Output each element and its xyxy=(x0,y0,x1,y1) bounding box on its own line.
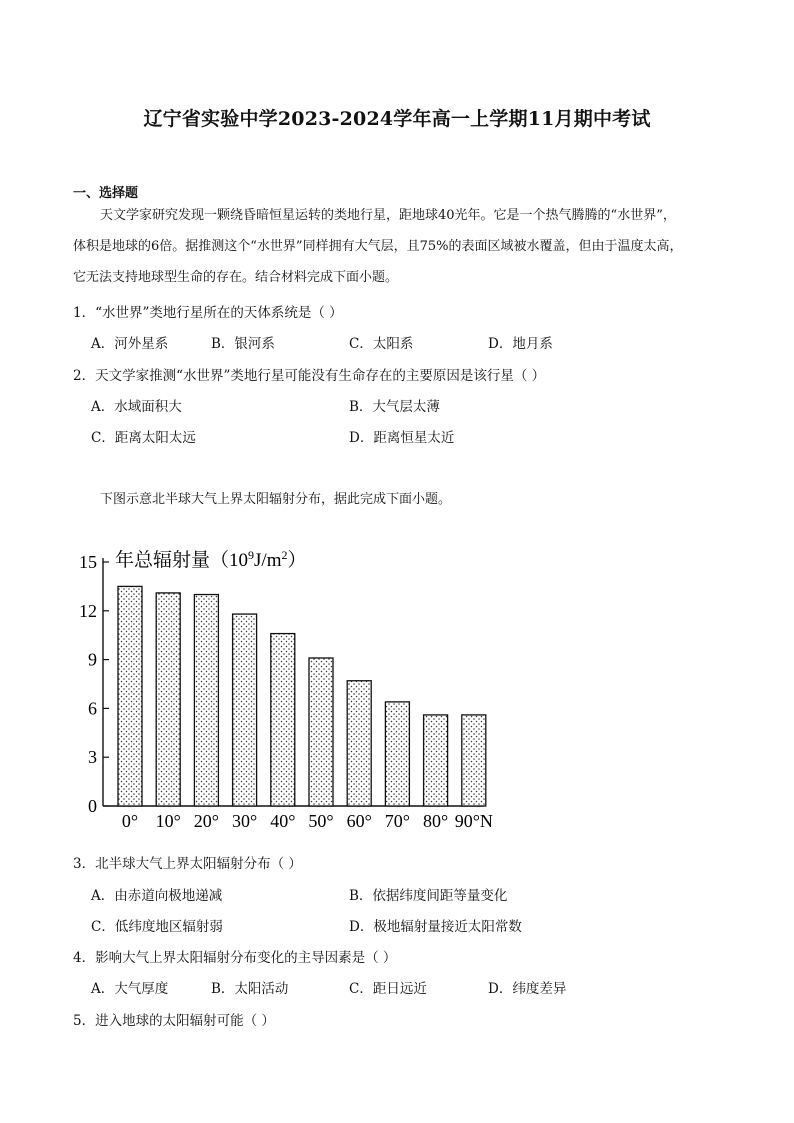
bar xyxy=(118,586,142,806)
y-tick-label: 6 xyxy=(88,698,97,719)
radiation-bar-chart xyxy=(60,540,530,840)
q1-option-b[interactable]: B．银河系 xyxy=(211,336,275,352)
passage-line-3: 它无法支持地球型生命的存在。结合材料完成下面小题。 xyxy=(73,270,399,285)
x-tick-label: 30° xyxy=(231,811,258,831)
bar xyxy=(156,593,180,806)
x-tick-label: 90°N xyxy=(454,811,493,831)
question-4-stem: 4．影响大气上界太阳辐射分布变化的主导因素是（ ） xyxy=(73,950,397,966)
q4-option-d[interactable]: D．纬度差异 xyxy=(488,981,567,997)
q3-option-d[interactable]: D．极地辐射量接近太阳常数 xyxy=(349,919,522,935)
y-tick-label: 0 xyxy=(88,796,97,816)
q3-option-a[interactable]: A．由赤道向极地递减 xyxy=(91,888,223,904)
passage-line-1: 天文学家研究发现一颗绕昏暗恒星运转的类地行星，距地球40光年。它是一个热气腾腾的“水世界”， xyxy=(100,208,676,223)
y-tick-label: 3 xyxy=(88,747,97,768)
bar xyxy=(194,595,218,806)
bar xyxy=(462,715,486,806)
page-title: 辽宁省实验中学2023-2024学年高一上学期11月期中考试 xyxy=(143,108,651,130)
bar xyxy=(309,658,333,806)
q3-option-b[interactable]: B．依据纬度间距等量变化 xyxy=(349,888,508,904)
y-tick-label: 12 xyxy=(79,600,97,621)
x-tick-label: 10° xyxy=(155,811,181,831)
bar xyxy=(271,634,295,806)
q2-option-d[interactable]: D．距离恒星太近 xyxy=(349,430,455,446)
bar xyxy=(385,702,409,806)
chart-title: 年总辐射量$(10^9J/m^2)$ xyxy=(115,548,307,571)
question-1-stem: 1．“水世界”类地行星所在的天体系统是（ ） xyxy=(73,305,343,321)
q4-option-a[interactable]: A．大气厚度 xyxy=(91,981,169,997)
q1-option-a[interactable]: A．河外星系 xyxy=(91,336,169,352)
question-3-stem: 3．北半球大气上界太阳辐射分布（ ） xyxy=(73,856,302,872)
y-tick-label: 15 xyxy=(79,552,97,572)
chart-intro: 下图示意北半球大气上界太阳辐射分布，据此完成下面小题。 xyxy=(100,492,452,507)
section-heading: 一、选择题 xyxy=(73,186,139,201)
x-tick-label: 20° xyxy=(193,811,220,831)
bar xyxy=(347,681,371,806)
x-tick-label: 80° xyxy=(422,811,449,831)
x-tick-label: 60° xyxy=(346,811,372,831)
x-tick-label: 70° xyxy=(384,811,411,831)
q3-option-c[interactable]: C．低纬度地区辐射弱 xyxy=(91,919,223,935)
x-tick-label: 40° xyxy=(270,811,296,831)
x-tick-label: 0° xyxy=(121,811,139,831)
q2-option-c[interactable]: C．距离太阳太远 xyxy=(91,430,196,446)
passage-line-2: 体积是地球的6倍。据推测这个“水世界”同样拥有大气层，且75%的表面区域被水覆盖，但由于温度太高， xyxy=(73,239,683,254)
q4-option-b[interactable]: B．太阳活动 xyxy=(211,981,289,997)
bar xyxy=(424,715,448,806)
q1-option-c[interactable]: C．太阳系 xyxy=(349,336,414,352)
y-tick-label: 9 xyxy=(88,649,97,670)
question-5-stem: 5．进入地球的太阳辐射可能（ ） xyxy=(73,1013,275,1029)
q1-option-d[interactable]: D．地月系 xyxy=(488,336,553,352)
q2-option-b[interactable]: B．大气层太薄 xyxy=(349,399,440,415)
q4-option-c[interactable]: C．距日远近 xyxy=(349,981,427,997)
q2-option-a[interactable]: A．水域面积大 xyxy=(91,399,182,415)
bar xyxy=(233,614,257,806)
x-tick-label: 50° xyxy=(308,811,334,831)
question-2-stem: 2．天文学家推测“水世界”类地行星可能没有生命存在的主要原因是该行星（ ） xyxy=(73,368,546,384)
